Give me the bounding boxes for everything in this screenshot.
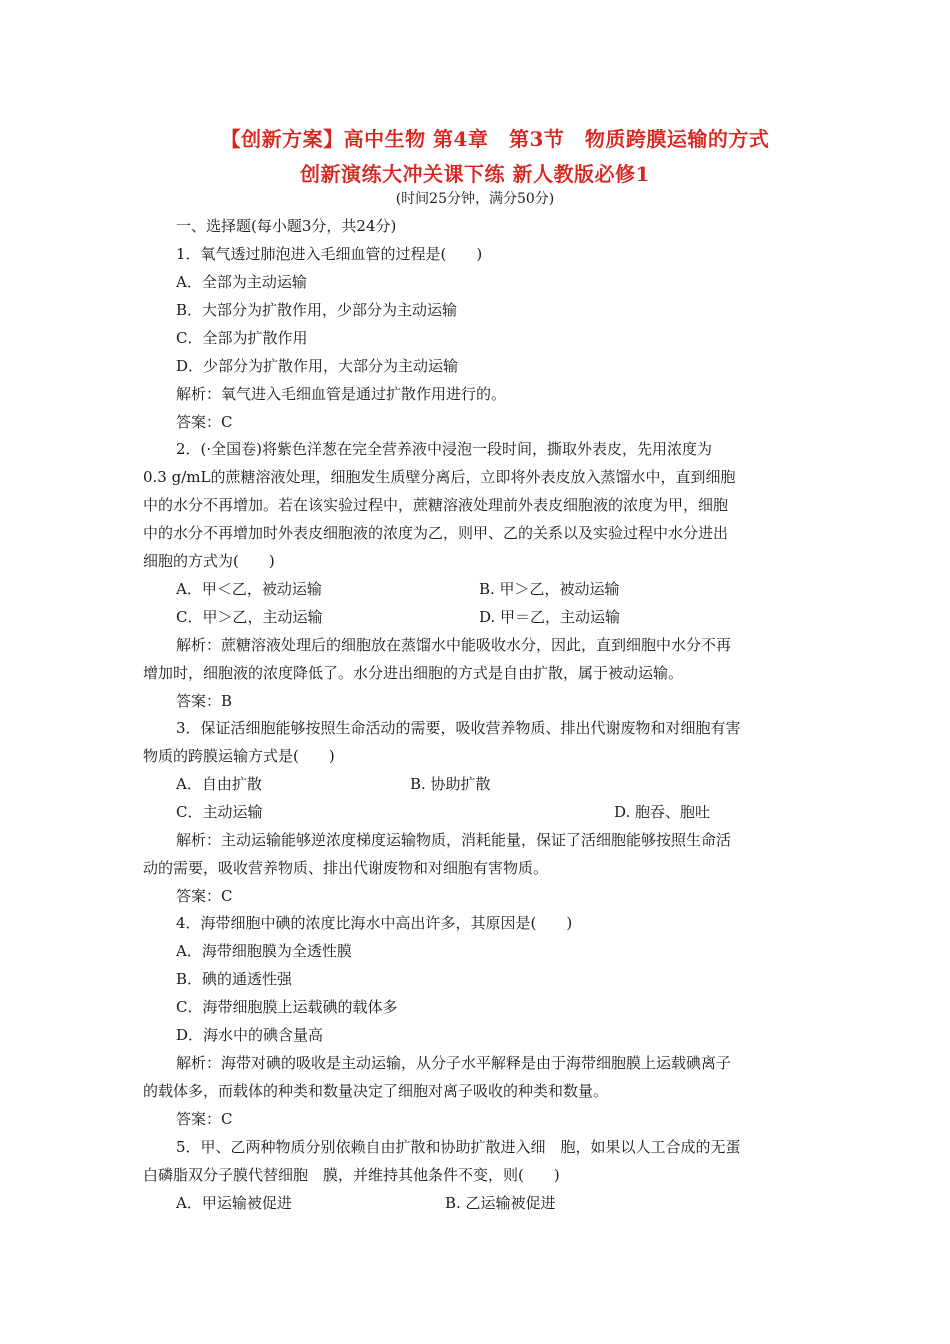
time-note: (时间25分钟，满分50分) <box>395 191 555 207</box>
q2-analysis-line2: 增加时，细胞液的浓度降低了。水分进出细胞的方式是自由扩散，属于被动运输。 <box>143 664 684 682</box>
document-title-line2: 创新演练大冲关课下练 新人教版必修1 <box>300 162 650 186</box>
q2-stem-line4: 中的水分不再增加时外表皮细胞液的浓度为乙，则甲、乙的关系以及实验过程中水分进出 <box>143 524 729 542</box>
q4-option-b: B．碘的通透性强 <box>176 970 293 988</box>
q1-option-b: B．大部分为扩散作用，少部分为主动运输 <box>176 301 458 319</box>
q2-stem-line5: 细胞的方式为( ) <box>143 552 275 570</box>
q5-stem-line2: 白磷脂双分子膜代替细胞 膜，并维持其他条件不变，则( ) <box>143 1166 560 1184</box>
q2-stem-line3: 中的水分不再增加。若在该实验过程中，蔗糖溶液处理前外表皮细胞液的浓度为甲，细胞 <box>143 496 729 514</box>
q4-analysis-line2: 的载体多，而载体的种类和数量决定了细胞对离子吸收的种类和数量。 <box>143 1082 609 1100</box>
q2-option-d: D. 甲＝乙，主动运输 <box>479 608 621 626</box>
q1-analysis: 解析：氧气进入毛细血管是通过扩散作用进行的。 <box>176 385 507 403</box>
q2-answer: 答案：B <box>176 692 233 710</box>
q2-stem-line1: 2．(·全国卷)将紫色洋葱在完全营养液中浸泡一段时间，撕取外表皮，先用浓度为 <box>176 440 713 458</box>
q1-option-c: C．全部为扩散作用 <box>176 329 308 347</box>
q5-option-a: A．甲运输被促进 <box>176 1194 292 1212</box>
q3-option-c: C．主动运输 <box>176 803 263 821</box>
q3-option-a: A．自由扩散 <box>176 775 262 793</box>
q2-option-c: C．甲＞乙，主动运输 <box>176 608 323 626</box>
q2-option-a: A．甲＜乙，被动运输 <box>176 580 322 598</box>
section-heading: 一、选择题(每小题3分，共24分) <box>176 217 397 235</box>
q2-analysis-line1: 解析：蔗糖溶液处理后的细胞放在蒸馏水中能吸收水分，因此，直到细胞中水分不再 <box>176 636 732 654</box>
q3-stem-line2: 物质的跨膜运输方式是( ) <box>143 747 335 765</box>
q4-answer: 答案：C <box>176 1110 233 1128</box>
q1-stem: 1．氧气透过肺泡进入毛细血管的过程是( ) <box>176 245 483 263</box>
q1-option-d: D．少部分为扩散作用，大部分为主动运输 <box>176 357 459 375</box>
q4-option-c: C．海带细胞膜上运载碘的载体多 <box>176 998 398 1016</box>
q5-option-b: B. 乙运输被促进 <box>445 1194 556 1212</box>
q2-stem-line2: 0.3 g/mL的蔗糖溶液处理，细胞发生质壁分离后，立即将外表皮放入蒸馏水中，直到细胞 <box>143 468 736 486</box>
q5-stem-line1: 5．甲、乙两种物质分别依赖自由扩散和协助扩散进入细 胞，如果以人工合成的无蛋 <box>176 1138 741 1156</box>
q3-option-d: D. 胞吞、胞吐 <box>614 803 711 821</box>
q1-option-a: A．全部为主动运输 <box>176 273 307 291</box>
q3-analysis-line1: 解析：主动运输能够逆浓度梯度运输物质，消耗能量，保证了活细胞能够按照生命活 <box>176 831 732 849</box>
q4-option-d: D．海水中的碘含量高 <box>176 1026 324 1044</box>
q3-analysis-line2: 动的需要，吸收营养物质、排出代谢废物和对细胞有害物质。 <box>143 859 549 877</box>
q1-answer: 答案：C <box>176 413 233 431</box>
q3-stem-line1: 3．保证活细胞能够按照生命活动的需要，吸收营养物质、排出代谢废物和对细胞有害 <box>176 719 741 737</box>
q3-answer: 答案：C <box>176 887 233 905</box>
q3-option-b: B. 协助扩散 <box>410 775 491 793</box>
q4-stem: 4．海带细胞中碘的浓度比海水中高出许多，其原因是( ) <box>176 914 573 932</box>
q2-option-b: B. 甲＞乙，被动运输 <box>479 580 620 598</box>
document-title-line1: 【创新方案】高中生物 第4章 第3节 物质跨膜运输的方式 <box>220 127 770 151</box>
q4-analysis-line1: 解析：海带对碘的吸收是主动运输，从分子水平解释是由于海带细胞膜上运载碘离子 <box>176 1054 732 1072</box>
q4-option-a: A．海带细胞膜为全透性膜 <box>176 942 352 960</box>
